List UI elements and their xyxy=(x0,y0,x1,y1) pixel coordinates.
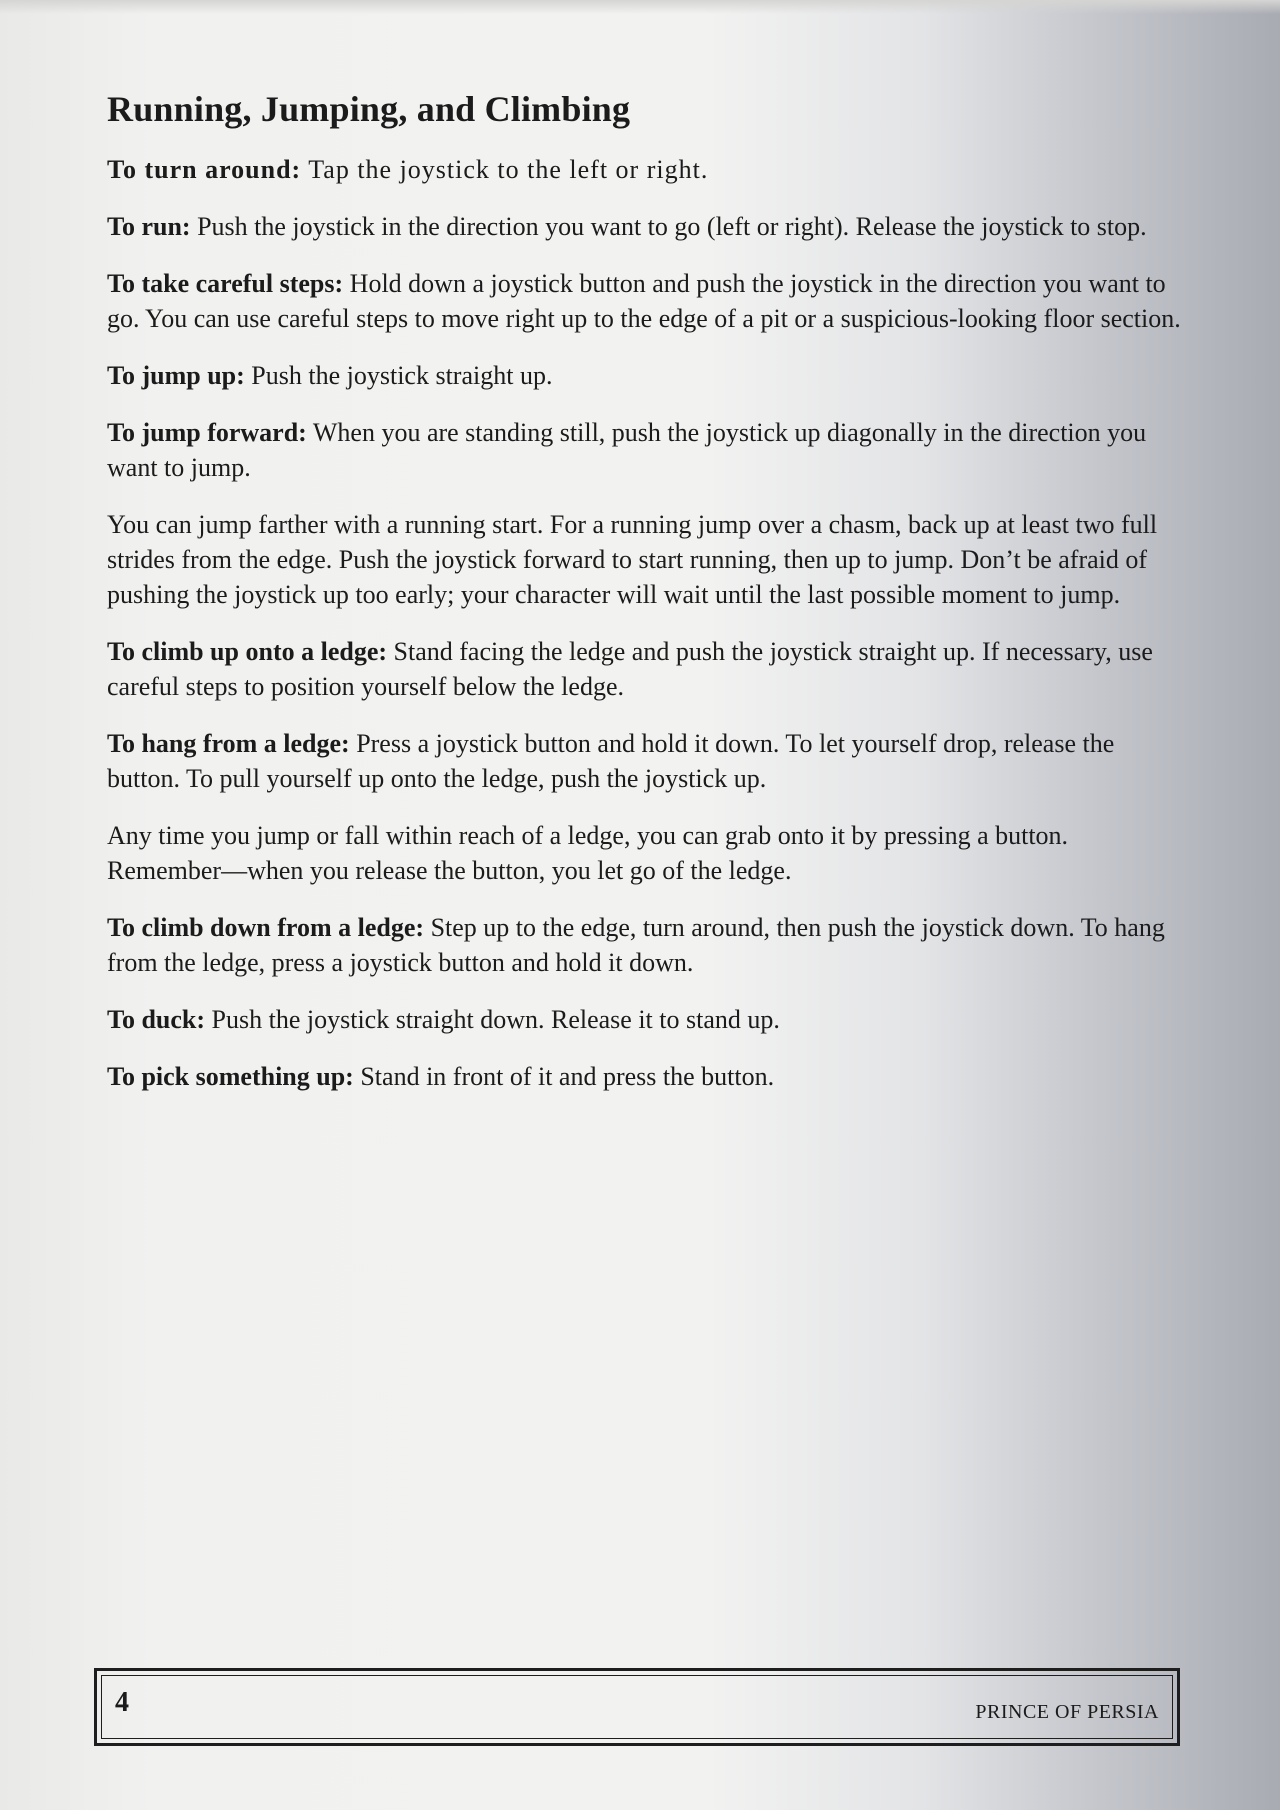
term-climb-up: To climb up onto a ledge: xyxy=(107,637,388,666)
term-careful-steps: To take careful steps: xyxy=(107,269,344,298)
text-climb-down: Step up to the edge, turn around, then push the joystick down. To hang from the ledge, press a joystick button and hold it down. xyxy=(107,913,1165,977)
paragraph-jump-forward xyxy=(107,415,1182,485)
term-climb-down: To climb down from a ledge: xyxy=(107,913,425,942)
text-running-jump: You can jump farther with a running start. For a running jump over a chasm, back up at least two full strides from the edge. Push the joystick forward to start running, then up to jump. Don’t be afraid of pushing the joystick up too early; your character will wait until the last possible moment to jump. xyxy=(107,510,1158,609)
text-duck: Push the joystick straight down. Release it to stand up. xyxy=(205,1005,780,1034)
paragraph-climb-up xyxy=(107,634,1182,704)
term-jump-up: To jump up: xyxy=(107,361,245,390)
paragraph-jump-up xyxy=(107,358,1182,393)
term-run: To run: xyxy=(107,212,191,241)
paragraph-pick-up xyxy=(107,1059,1182,1094)
paragraph-run xyxy=(107,209,1182,244)
paragraph-hang xyxy=(107,726,1182,796)
text-grab-ledge: Any time you jump or fall within reach of a ledge, you can grab onto it by pressing a button. Remember—when you release the button, you let go of the ledge. xyxy=(107,821,1069,885)
page-footer xyxy=(94,1668,1180,1746)
term-pick-up: To pick something up: xyxy=(107,1062,354,1091)
paragraph-climb-down xyxy=(107,910,1182,980)
text-pick-up: Stand in front of it and press the button. xyxy=(353,1062,775,1091)
term-hang: To hang from a ledge: xyxy=(107,729,350,758)
paragraph-duck xyxy=(107,1002,1182,1037)
text-hang: Press a joystick button and hold it down. To let yourself drop, release the button. To pull yourself up onto the ledge, push the joystick up. xyxy=(107,729,1115,793)
paragraph-turn-around xyxy=(107,152,1182,187)
text-turn-around: Tap the joystick to the left or right. xyxy=(301,155,709,184)
page-content xyxy=(107,88,1182,1116)
section-heading: Running, Jumping, and Climbing xyxy=(107,89,631,129)
text-jump-up: Push the joystick straight up. xyxy=(244,361,553,390)
paragraph-careful-steps xyxy=(107,266,1182,336)
term-duck: To duck: xyxy=(107,1005,206,1034)
paragraph-grab-ledge xyxy=(107,818,1182,888)
text-climb-up: Stand facing the ledge and push the joystick straight up. If necessary, use careful steps to position yourself below the ledge. xyxy=(107,637,1153,701)
page-number: 4 xyxy=(115,1687,129,1718)
term-turn-around: To turn around: xyxy=(107,155,302,184)
running-title: PRINCE OF PERSIA xyxy=(975,1701,1159,1723)
term-jump-forward: To jump forward: xyxy=(107,418,307,447)
page-edge-shadow xyxy=(0,0,1280,14)
text-run: Push the joystick in the direction you want to go (left or right). Release the joystick to stop. xyxy=(190,212,1147,241)
text-jump-forward: When you are standing still, push the joystick up diagonally in the direction you want to jump. xyxy=(107,418,1147,482)
text-careful-steps: Hold down a joystick button and push the joystick in the direction you want to go. You can use careful steps to move right up to the edge of a pit or a suspicious-looking floor section. xyxy=(107,269,1181,333)
paragraph-running-jump xyxy=(107,507,1182,612)
